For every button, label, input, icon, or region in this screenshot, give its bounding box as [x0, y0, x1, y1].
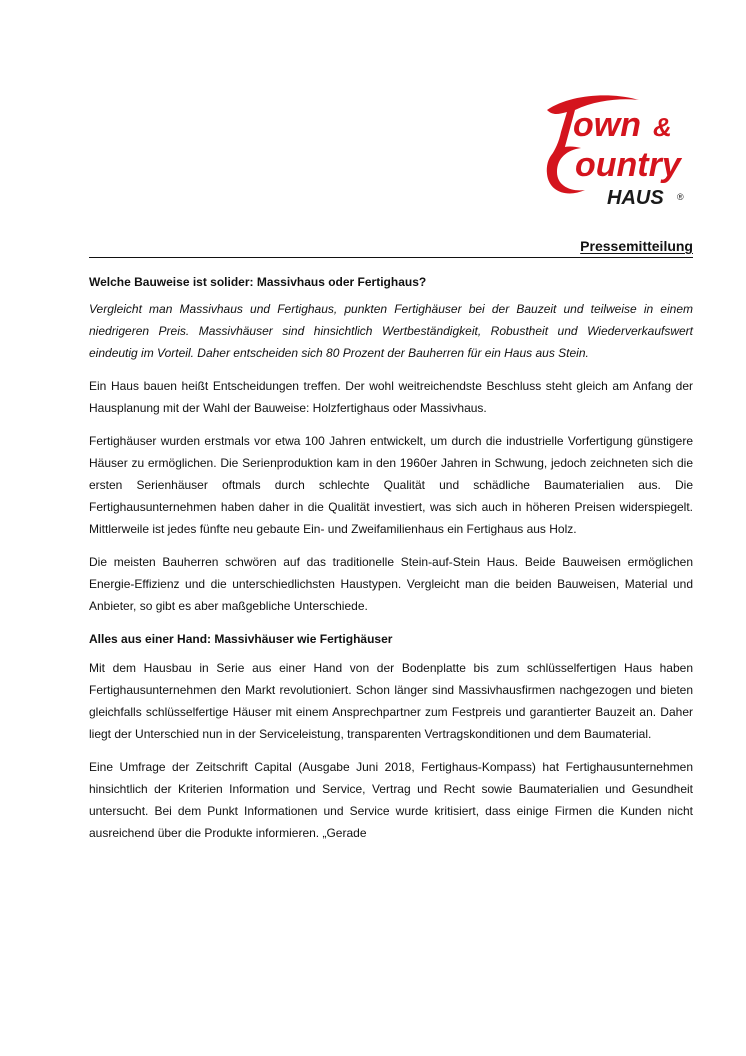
paragraph-4: Mit dem Hausbau in Serie aus einer Hand von der Bodenplatte bis zum schlüsselfertigen Haus haben Fertighausunternehmen den Markt revolutioniert. Schon länger sind Massivhausfirmen nachgezogen und bieten gleichfalls schlüsselfertige Häuser mit einem Ansprechpartner zum Festpreis und garantierter Bauzeit an. Daher liegt der Unterschied nun in der Serviceleistung, transparenten Vertragskonditionen und dem Baumaterial.: [89, 661, 693, 741]
press-release-body: [89, 271, 693, 855]
paragraph-1: Ein Haus bauen heißt Entscheidungen treffen. Der wohl weitreichendste Beschluss steht gleich am Anfang der Hausplanung mit der Wahl der Bauweise: Holzfertighaus oder Massivhaus.: [89, 379, 693, 415]
document-type-label: Pressemitteilung: [580, 238, 693, 254]
article-headline: Welche Bauweise ist solider: Massivhaus oder Fertighaus?: [89, 275, 427, 289]
logo-graphic: [541, 92, 696, 210]
logo-word-haus: HAUS: [607, 187, 664, 209]
logo-ampersand: &: [653, 112, 672, 142]
paragraph-5: Eine Umfrage der Zeitschrift Capital (Ausgabe Juni 2018, Fertighaus-Kompass) hat Fertighausunternehmen hinsichtlich der Kriterien Information und Service, Vertrag und Recht sowie Baumaterialien und Gesundheit untersucht. Bei dem Punkt Informationen und Service wurde kritisiert, dass einige Firmen die Kunden nicht ausreichend über die Produkte informieren. „Gerade: [89, 760, 693, 840]
logo-word-ountry: ountry: [575, 146, 681, 184]
paragraph-2: Fertighäuser wurden erstmals vor etwa 100 Jahren entwickelt, um durch die industrielle Vorfertigung günstigere Häuser zu ermöglichen. Die Serienproduktion kam in den 1960er Jahren in Schwung, jedoch zeichneten sich die ersten Serienhäuser oftmals durch schlechte Qualität und schädliche Baumaterialien aus. Die Fertighausunternehmen haben daher in die Qualität investiert, was sich auch in höheren Preisen widerspiegelt. Mittlerweile ist jedes fünfte neu gebaute Ein- und Zweifamilienhaus ein Fertighaus aus Holz.: [89, 434, 693, 536]
logo-word-own: own: [573, 106, 641, 144]
paragraph-3: Die meisten Bauherren schwören auf das traditionelle Stein-auf-Stein Haus. Beide Bauweisen ermöglichen Energie-Effizienz und die unterschiedlichsten Haustypen. Vergleicht man die beiden Bauweisen, Material und Anbieter, so gibt es aber maßgebliche Unterschiede.: [89, 555, 693, 613]
header-divider: [89, 257, 693, 258]
logo-registered-mark: ®: [677, 192, 684, 202]
section-subheading: Alles aus einer Hand: Massivhäuser wie Fertighäuser: [89, 632, 393, 646]
town-country-haus-logo: [541, 92, 696, 210]
article-lead: Vergleicht man Massivhaus und Fertighaus, punkten Fertighäuser bei der Bauzeit und teilweise in einem niedrigeren Preis. Massivhäuser sind hinsichtlich Wertbeständigkeit, Robustheit und Wiederverkaufswert eindeutig im Vorteil. Daher entscheiden sich 80 Prozent der Bauherren für ein Haus aus Stein.: [89, 302, 693, 360]
